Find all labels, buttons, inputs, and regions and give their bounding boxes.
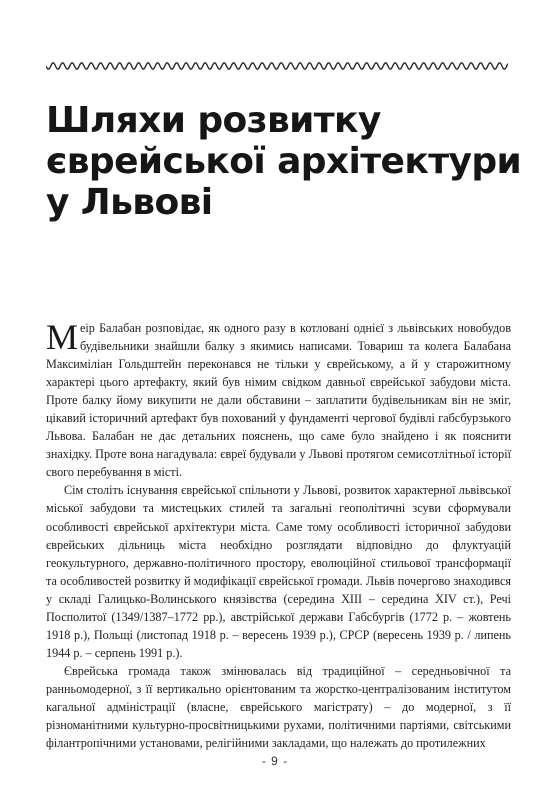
paragraph-2: Сім століть існування єврейської спільноти у Львові, розвиток характерної львівської міської забудови та мистецьких стилей та загальні геополітичні зсуви сформували особливості єврейської архітектури міста. Саме тому особливості історичної забудови єврейських дільниць міста необхідно розглядати відповідно до флуктуацій геокультурного, державно-політичного простору, еволюційної стильової трансформації та особливостей розвитку й модифікації єврейської громади. Львів почергово знаходився у складі Галицько-Волинського князівства (середина XIII – середина XIV ст.), Речі Посполитої (1349/1387–1772 рр.), австрійської держави Габсбургів (1772 р. – жовтень 1918 р.), Польщі (листопад 1918 р. – вересень 1939 р.), СРСР (вересень 1939 р. / липень 1944 р. – серпень 1991 р.). [46, 483, 511, 660]
body-text [46, 319, 511, 752]
chapter-title-line-3: у Львові [46, 182, 213, 223]
chapter-title-line-1: Шляхи розвитку [46, 100, 381, 141]
chapter-title [46, 100, 522, 223]
drop-cap: М [46, 317, 79, 357]
paragraph-1 [46, 319, 511, 481]
wavy-divider [46, 60, 508, 72]
paragraph-3: Єврейська громада також змінювалась від традиційної – середньовічної та ранньомодерної, з її вертикально орієнтованим та жорстко-централізованим інститутом кагальної адміністрації (власне, єврейського магістрату) – до модерної, з її різноманітними культурно-просвітницькими рухами, політичними партіями, світськими філантропічними установами, релігійними закладами, що належать до протилежних [46, 663, 511, 751]
page-number: - 9 - [261, 754, 289, 768]
chapter-title-line-2: єврейської архітектури [46, 141, 522, 182]
paragraph-1-text: еір Балабан розповідає, як одного разу в котловані однієї з львівських новобудов будівельники знайшли балку з якимись написами. Товариш та колега Балабана Максиміліан Гольдштейн переконався не тільки у єврейському, а й у старожитному характері цього артефакту, який був німим свідком давньої єврейської забудови міста. Проте балку йому викупити не дали обставини – заплатити будівельникам він не зміг, цікавий історичний артефакт був похований у фундаменті чергової будівлі габсбурзького Львова. Балабан не дає детальних пояснень, що саме було знайдено і як пояснити знахідку. Проте вона нагадувала: євреї будували у Львові протягом семисотлітньої історії свого перебування в місті. [46, 321, 511, 480]
